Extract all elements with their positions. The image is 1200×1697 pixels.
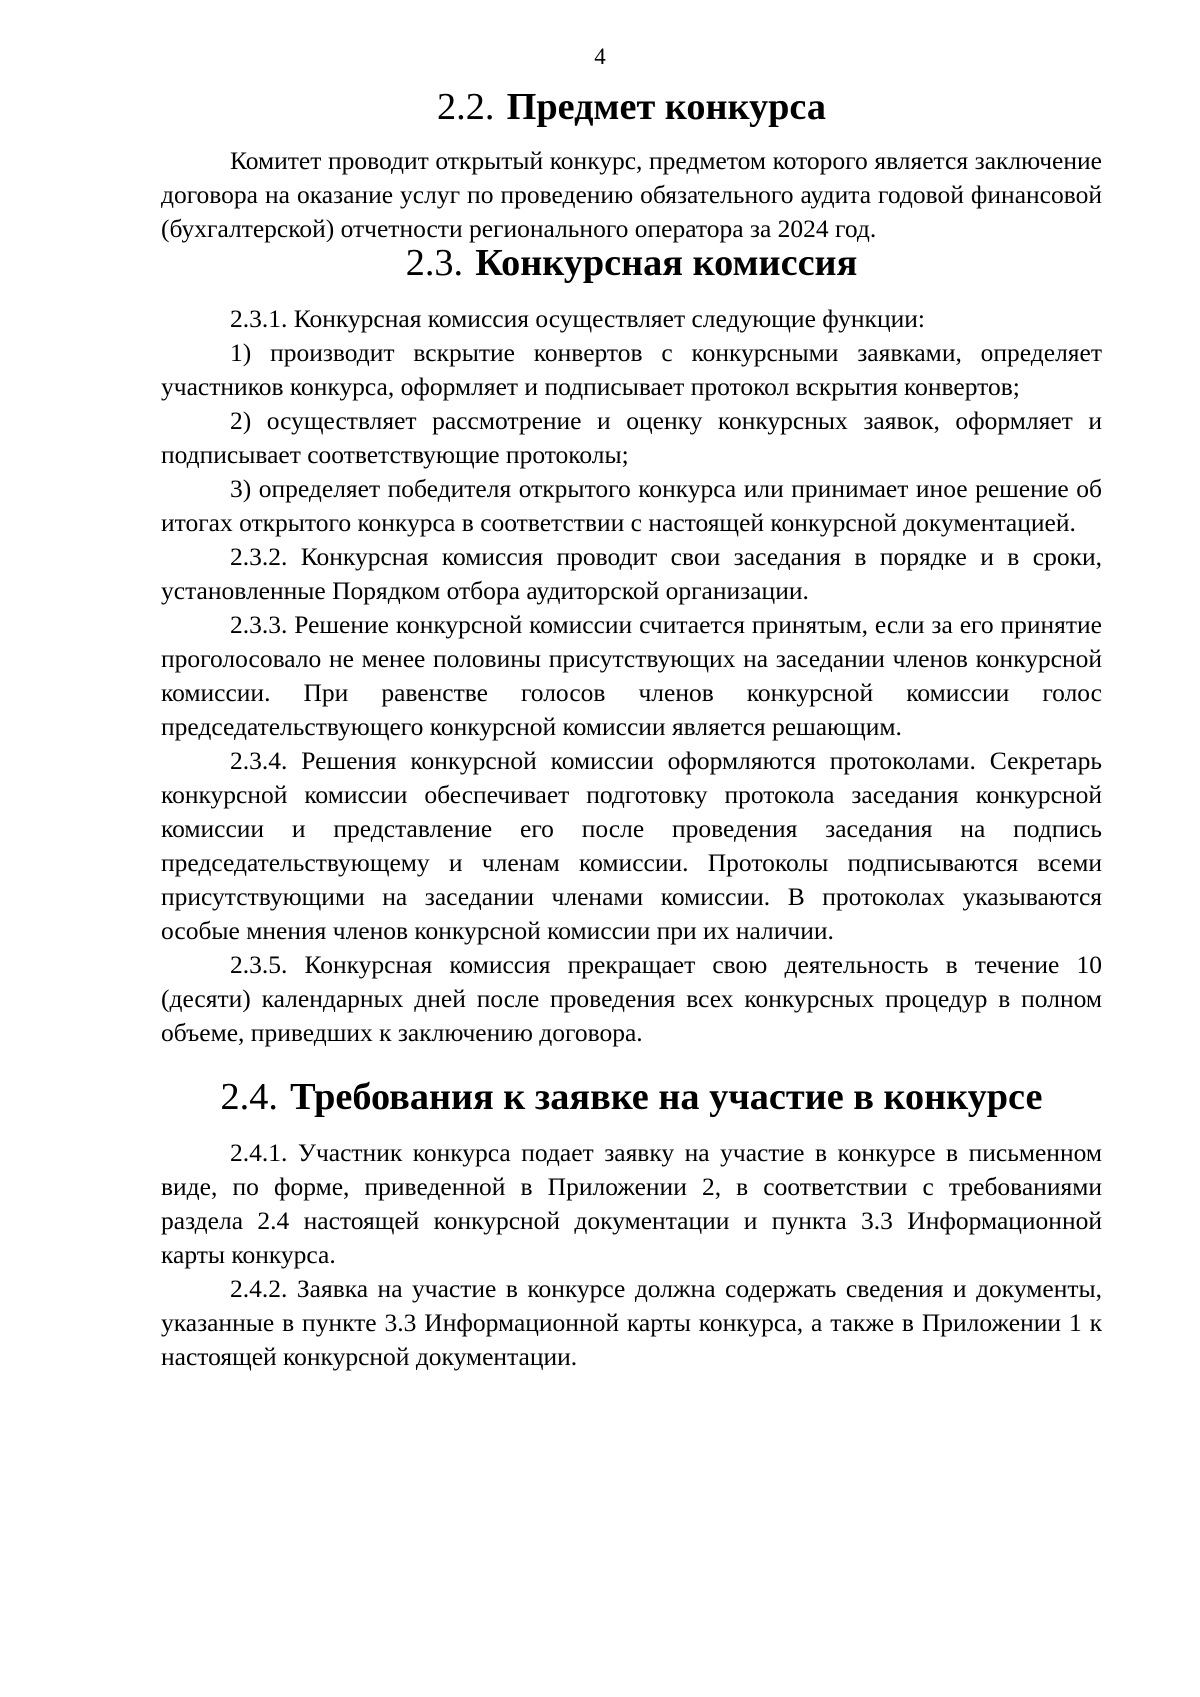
section-number: 2.3. [405, 242, 464, 284]
paragraph: 2.3.2. Конкурсная комиссия проводит свои заседания в порядке и в сроки, установленные Порядком отбора аудиторской организации. [161, 542, 1102, 605]
paragraph: Комитет проводит открытый конкурс, предметом которого является заключение договора на оказание услуг по проведению обязательного аудита годовой финансовой (бухгалтерской) отчетности регионального оператора за 2024 год. [161, 146, 1102, 243]
paragraph: 2.3.4. Решения конкурсной комиссии оформляются протоколами. Секретарь конкурсной комиссии обеспечивает подготовку протокола заседания конкурсной комиссии и представление его после проведения заседания на подпись председательствующему и членам комиссии. Протоколы подписываются всеми присутствующими на заседании членами комиссии. В протоколах указываются особые мнения членов конкурсной комиссии при их наличии. [161, 746, 1102, 945]
paragraph: 2) осуществляет рассмотрение и оценку конкурсных заявок, оформляет и подписывает соответствующие протоколы; [161, 406, 1102, 469]
page-number: 4 [594, 44, 606, 69]
section-title: Конкурсная комиссия [475, 242, 858, 284]
section-heading-2-3 [161, 242, 1102, 284]
section-number: 2.2. [437, 86, 495, 128]
section-heading-2-2 [161, 86, 1102, 128]
paragraph: 2.4.1. Участник конкурса подает заявку на участие в конкурсе в письменном виде, по форме, приведенной в Приложении 2, в соответствии с требованиями раздела 2.4 настоящей конкурсной документации и пункта 3.3 Информационной карты конкурса. [161, 1138, 1102, 1269]
paragraph: 3) определяет победителя открытого конкурса или принимает иное решение об итогах открытого конкурса в соответствии с настоящей конкурсной документацией. [161, 474, 1102, 537]
paragraph: 2.3.5. Конкурсная комиссия прекращает свою деятельность в течение 10 (десяти) календарных дней после проведения всех конкурсных процедур в полном объеме, приведших к заключению договора. [161, 950, 1102, 1047]
section-title: Требования к заявке на участие в конкурсе [290, 1076, 1043, 1118]
section-title: Предмет конкурса [506, 86, 826, 128]
paragraph: 2.4.2. Заявка на участие в конкурсе должна содержать сведения и документы, указанные в пункте 3.3 Информационной карты конкурса, а также в Приложении 1 к настоящей конкурсной документации. [161, 1274, 1102, 1371]
document-body [161, 86, 1102, 1374]
paragraph: 2.3.1. Конкурсная комиссия осуществляет следующие функции: [230, 304, 925, 333]
paragraph: 2.3.3. Решение конкурсной комиссии считается принятым, если за его принятие проголосовало не менее половины присутствующих на заседании членов конкурсной комиссии. При равенстве голосов членов конкурсной комиссии голос председательствующего конкурсной комиссии является решающим. [161, 610, 1102, 741]
section-number: 2.4. [220, 1076, 278, 1118]
paragraph: 1) производит вскрытие конвертов с конкурсными заявками, определяет участников конкурса, оформляет и подписывает протокол вскрытия конвертов; [161, 338, 1102, 401]
section-heading-2-4 [161, 1076, 1102, 1118]
